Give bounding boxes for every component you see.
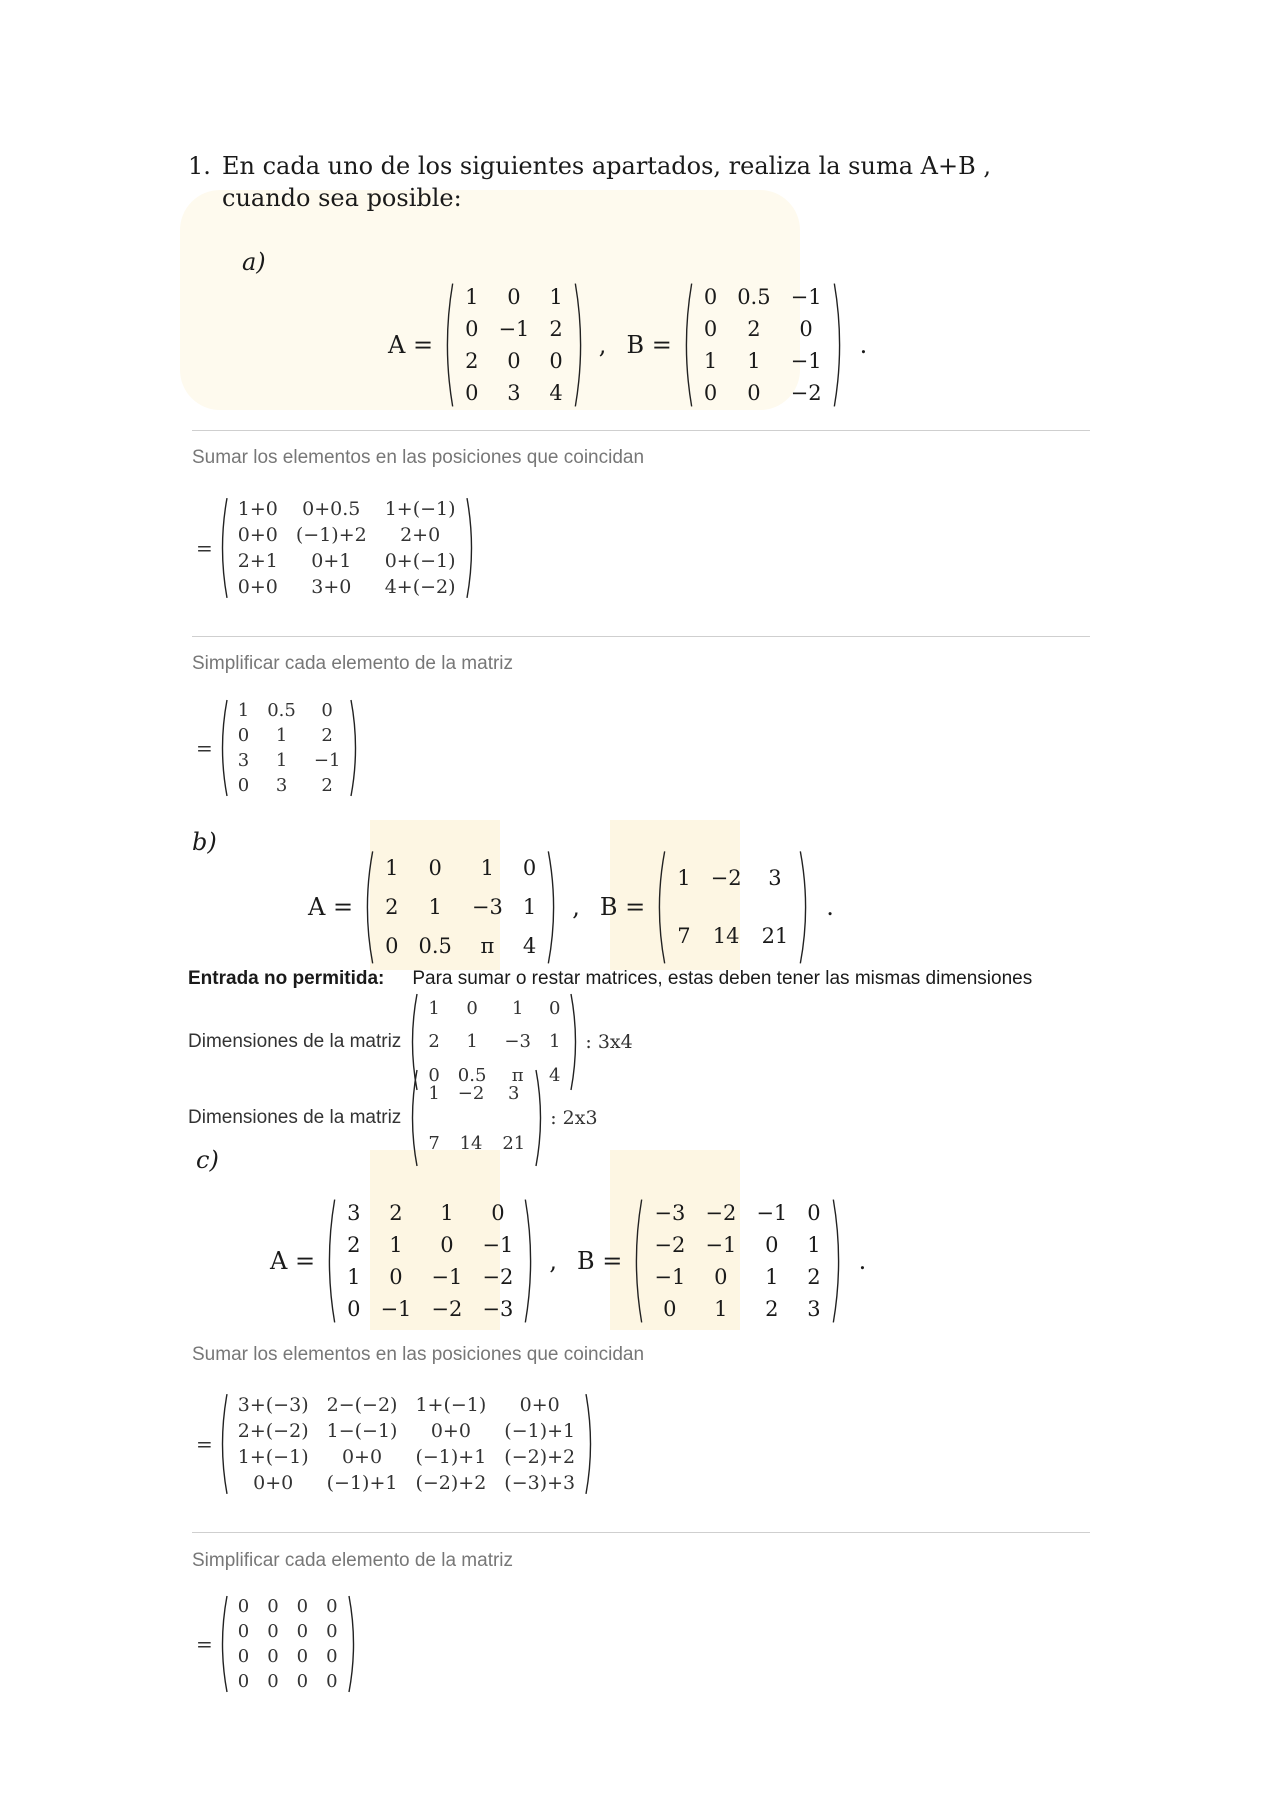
- matrix-row: [229, 522, 465, 548]
- matrix-cell: 2: [747, 317, 761, 341]
- matrix-cell: 0: [267, 1671, 279, 1692]
- left-paren: [653, 849, 667, 966]
- matrix-row: [375, 888, 546, 927]
- part-c-result: [192, 1590, 359, 1698]
- matrix-cell: 1: [385, 856, 399, 881]
- matrix-c-result: [217, 1594, 359, 1694]
- part-a-result: [192, 694, 361, 802]
- matrix-cell: 7: [428, 1132, 440, 1154]
- matrix-cell: 0: [389, 1265, 403, 1289]
- left-paren: [217, 698, 229, 798]
- matrix-row: [337, 1229, 523, 1261]
- matrix-cell: 0: [466, 998, 478, 1020]
- matrix-cell: 0+0: [237, 524, 278, 546]
- matrix-cell: 4: [549, 381, 563, 405]
- matrix-b: [653, 849, 812, 966]
- dimension-value-b: : 2x3: [550, 1107, 598, 1129]
- period: .: [826, 893, 834, 921]
- matrix-cell: (−2)+2: [504, 1446, 576, 1468]
- matrix-row: [229, 1644, 347, 1669]
- matrix-cell: −1: [705, 1233, 737, 1257]
- right-paren: [569, 992, 581, 1092]
- matrix-row: [694, 377, 832, 409]
- matrix-row: [455, 313, 573, 345]
- matrix-cell: −2: [790, 381, 822, 405]
- matrix-cell: 0+0: [430, 1420, 471, 1442]
- matrix-cell: 2: [807, 1265, 821, 1289]
- matrix-c-sum: [217, 1392, 596, 1496]
- matrix-cell: 0: [385, 933, 399, 958]
- matrix-cell: 2: [321, 725, 333, 746]
- matrix-table: [644, 1197, 830, 1325]
- matrix-cell: 1: [549, 285, 563, 309]
- matrix-cell: 0: [428, 856, 442, 881]
- matrix-cell: 0+0: [237, 576, 278, 598]
- matrix-a: [361, 849, 560, 966]
- matrix-cell: 1: [275, 725, 288, 746]
- left-paren: [441, 281, 455, 409]
- matrix-row: [644, 1229, 830, 1261]
- matrix-cell: 0: [326, 1621, 338, 1642]
- matrix-cell: 1+(−1): [415, 1394, 487, 1416]
- b-eq-label: B =: [599, 893, 646, 921]
- matrix-cell: 0: [237, 1596, 250, 1617]
- dimension-row-b: [188, 1082, 598, 1154]
- matrix-cell: 0: [714, 1265, 728, 1289]
- matrix-cell: −2: [710, 865, 742, 890]
- matrix-cell: 7: [677, 924, 691, 949]
- matrix-cell: 14: [459, 1132, 483, 1154]
- dimension-label: Dimensiones de la matriz: [188, 1031, 402, 1052]
- matrix-cell: 2: [321, 775, 333, 796]
- matrix-cell: −3: [482, 1297, 514, 1321]
- matrix-cell: 0: [296, 1646, 309, 1667]
- equals: =: [196, 1432, 213, 1456]
- matrix-table: [229, 698, 350, 798]
- matrix-cell: 0: [440, 1233, 454, 1257]
- matrix-cell: 0: [428, 1064, 440, 1086]
- matrix-cell: 0+(−1): [384, 550, 456, 572]
- period: .: [858, 1247, 867, 1275]
- matrix-row: [337, 1197, 523, 1229]
- matrix-row: [419, 1118, 534, 1168]
- comma: ,: [598, 331, 607, 359]
- matrix-cell: −1: [790, 285, 822, 309]
- matrix-row: [229, 1392, 584, 1418]
- matrix-cell: 0: [507, 285, 521, 309]
- matrix-cell: 1: [522, 894, 537, 919]
- matrix-cell: −2: [654, 1233, 686, 1257]
- matrix-a-result: [217, 698, 362, 798]
- matrix-cell: 1: [466, 1031, 478, 1053]
- matrix-row: [667, 907, 798, 965]
- matrix-cell: −2: [482, 1265, 514, 1289]
- matrix-cell: 1: [428, 1082, 440, 1104]
- matrix-cell: 1: [237, 700, 250, 721]
- part-b-equation: [300, 852, 842, 962]
- equals: =: [196, 1632, 213, 1656]
- matrix-row: [229, 496, 465, 522]
- matrix-b-dim: [407, 1068, 546, 1168]
- matrix-row: [229, 698, 350, 723]
- matrix-cell: 0+0: [519, 1394, 560, 1416]
- part-c-label: c): [196, 1146, 219, 1174]
- a-eq-label: A =: [270, 1247, 316, 1275]
- left-paren: [217, 1392, 229, 1496]
- right-paren: [832, 281, 846, 409]
- step-sum-label: Sumar los elementos en las posiciones que coincidan: [192, 447, 645, 468]
- matrix-cell: 0.5: [457, 1064, 487, 1086]
- matrix-cell: 4: [522, 933, 537, 958]
- divider: [192, 636, 1090, 637]
- matrix-cell: 3: [275, 775, 288, 796]
- matrix-cell: 2+1: [237, 550, 278, 572]
- matrix-cell: 4: [548, 1064, 561, 1086]
- part-a-label: a): [242, 248, 266, 276]
- matrix-cell: 0: [326, 1671, 338, 1692]
- matrix-cell: 0: [296, 1621, 309, 1642]
- matrix-cell: 1: [440, 1201, 454, 1225]
- matrix-cell: 1: [389, 1233, 403, 1257]
- matrix-table: [667, 849, 798, 966]
- comma: ,: [549, 1247, 557, 1275]
- step-simplify-label: Simplificar cada elemento de la matriz: [192, 1550, 514, 1571]
- matrix-row: [229, 1418, 584, 1444]
- part-a-sum: [192, 486, 477, 610]
- matrix-cell: (−1)+1: [326, 1472, 398, 1494]
- matrix-a-sum: [217, 496, 477, 600]
- matrix-cell: 1+0: [237, 498, 278, 520]
- matrix-cell: −1: [482, 1233, 514, 1257]
- right-paren: [798, 849, 812, 966]
- matrix-cell: 1: [428, 998, 440, 1020]
- matrix-row: [229, 748, 350, 773]
- matrix-table: [229, 1392, 584, 1496]
- left-paren: [680, 281, 694, 409]
- matrix-cell: 0: [237, 775, 250, 796]
- equals: =: [196, 736, 213, 760]
- period: .: [859, 331, 868, 359]
- matrix-row: [229, 1619, 347, 1644]
- equals: =: [196, 536, 213, 560]
- error-message: [188, 968, 1032, 990]
- left-paren: [217, 496, 229, 600]
- matrix-table: [337, 1197, 523, 1325]
- matrix-cell: 0: [267, 1596, 279, 1617]
- matrix-cell: 1: [703, 349, 718, 373]
- matrix-cell: 3: [237, 750, 250, 771]
- matrix-row: [337, 1261, 523, 1293]
- matrix-cell: 0.5: [737, 285, 771, 309]
- matrix-cell: 0: [296, 1671, 309, 1692]
- part-c-sum: [192, 1382, 596, 1506]
- matrix-table: [419, 1068, 534, 1168]
- matrix-cell: 0+0.5: [302, 498, 361, 520]
- matrix-cell: 4+(−2): [384, 576, 456, 598]
- matrix-row: [644, 1293, 830, 1325]
- matrix-cell: 3: [507, 381, 521, 405]
- matrix-cell: −1: [790, 349, 822, 373]
- matrix-cell: 2+0: [400, 524, 441, 546]
- comma: ,: [572, 893, 580, 921]
- matrix-cell: 0+0: [253, 1472, 294, 1494]
- matrix-cell: 2−(−2): [326, 1394, 398, 1416]
- matrix-cell: 3+(−3): [237, 1394, 309, 1416]
- matrix-row: [455, 345, 573, 377]
- matrix-cell: 2: [428, 1031, 440, 1053]
- matrix-cell: 1: [548, 1031, 561, 1053]
- matrix-cell: (−1)+2: [295, 524, 367, 546]
- step-sum-label: Sumar los elementos en las posiciones que coincidan: [192, 1344, 645, 1365]
- matrix-a: [323, 1197, 537, 1325]
- matrix-row: [455, 377, 573, 409]
- matrix-cell: 1: [511, 998, 524, 1020]
- matrix-cell: 2: [389, 1201, 403, 1225]
- matrix-cell: 3: [508, 1082, 520, 1104]
- matrix-cell: −2: [431, 1297, 463, 1321]
- matrix-cell: 0: [765, 1233, 779, 1257]
- matrix-cell: (−1)+1: [415, 1446, 487, 1468]
- matrix-table: [229, 1594, 347, 1694]
- b-eq-label: B =: [577, 1247, 623, 1275]
- matrix-row: [375, 926, 546, 965]
- matrix-cell: 0: [663, 1297, 677, 1321]
- step-simplify-label: Simplificar cada elemento de la matriz: [192, 653, 514, 674]
- matrix-cell: 0: [549, 349, 563, 373]
- matrix-cell: 14: [712, 924, 740, 949]
- matrix-cell: 0: [807, 1201, 821, 1225]
- right-paren: [534, 1068, 546, 1168]
- matrix-cell: π: [480, 933, 495, 958]
- matrix-cell: 0: [522, 856, 537, 881]
- matrix-cell: 0: [237, 1646, 250, 1667]
- matrix-cell: 0: [507, 349, 521, 373]
- matrix-row: [644, 1197, 830, 1229]
- matrix-cell: −2: [457, 1082, 485, 1104]
- matrix-cell: −1: [380, 1297, 412, 1321]
- matrix-cell: 21: [502, 1132, 526, 1154]
- matrix-cell: (−2)+2: [415, 1472, 487, 1494]
- matrix-row: [229, 773, 350, 798]
- matrix-row: [644, 1261, 830, 1293]
- matrix-cell: (−1)+1: [504, 1420, 576, 1442]
- right-paren: [573, 281, 587, 409]
- matrix-cell: 0: [237, 725, 250, 746]
- matrix-b: [680, 281, 846, 409]
- matrix-cell: 2: [765, 1297, 779, 1321]
- matrix-row: [694, 345, 832, 377]
- matrix-cell: 1−(−1): [326, 1420, 398, 1442]
- matrix-table: [455, 281, 573, 409]
- matrix-cell: 1: [428, 894, 442, 919]
- matrix-row: [229, 1594, 347, 1619]
- matrix-cell: 0: [491, 1201, 505, 1225]
- a-eq-label: A =: [308, 893, 354, 921]
- divider: [192, 430, 1090, 431]
- matrix-cell: −2: [705, 1201, 737, 1225]
- matrix-row: [419, 1025, 569, 1058]
- right-paren: [465, 496, 477, 600]
- matrix-cell: −1: [498, 317, 530, 341]
- question-text: En cada uno de los siguientes apartados, realiza la suma A+B , cuando sea posible:: [222, 152, 991, 212]
- matrix-cell: 0: [321, 700, 333, 721]
- dimension-label: Dimensiones de la matriz: [188, 1107, 402, 1128]
- matrix-cell: 0: [465, 317, 479, 341]
- matrix-cell: 0: [237, 1621, 250, 1642]
- matrix-cell: 0: [237, 1671, 250, 1692]
- a-eq-label: A =: [388, 331, 434, 359]
- matrix-cell: 2+(−2): [237, 1420, 309, 1442]
- matrix-row: [455, 281, 573, 313]
- matrix-cell: 0: [326, 1646, 338, 1667]
- matrix-table: [229, 496, 465, 600]
- matrix-cell: 2: [347, 1233, 361, 1257]
- part-b-label: b): [192, 828, 217, 856]
- matrix-cell: 0+1: [311, 550, 352, 572]
- matrix-cell: 0: [703, 317, 718, 341]
- error-title: Entrada no permitida:: [188, 968, 385, 989]
- matrix-cell: (−3)+3: [504, 1472, 576, 1494]
- matrix-cell: 0: [296, 1596, 309, 1617]
- matrix-cell: 0: [747, 381, 761, 405]
- matrix-cell: −1: [654, 1265, 686, 1289]
- matrix-cell: 2: [385, 894, 399, 919]
- matrix-cell: 1: [480, 856, 495, 881]
- matrix-row: [337, 1293, 523, 1325]
- matrix-row: [419, 992, 569, 1025]
- matrix-cell: −3: [504, 1031, 531, 1053]
- matrix-cell: 1: [807, 1233, 821, 1257]
- right-paren: [347, 1594, 359, 1694]
- matrix-cell: 1: [465, 285, 479, 309]
- matrix-cell: 3: [768, 865, 782, 890]
- right-paren: [831, 1197, 845, 1325]
- matrix-cell: 0: [703, 381, 718, 405]
- right-paren: [546, 849, 560, 966]
- matrix-table: [694, 281, 832, 409]
- matrix-row: [694, 281, 832, 313]
- matrix-row: [375, 849, 546, 888]
- matrix-cell: 1: [347, 1265, 361, 1289]
- matrix-row: [229, 1444, 584, 1470]
- matrix-cell: 1+(−1): [384, 498, 456, 520]
- matrix-cell: 0: [326, 1596, 338, 1617]
- matrix-cell: 1: [275, 750, 288, 771]
- left-paren: [407, 1068, 419, 1168]
- matrix-cell: 0+0: [341, 1446, 383, 1468]
- matrix-cell: 3: [807, 1297, 821, 1321]
- matrix-row: [694, 313, 832, 345]
- matrix-row: [667, 849, 798, 907]
- matrix-cell: 0: [799, 317, 813, 341]
- matrix-cell: 0: [267, 1646, 279, 1667]
- matrix-cell: 3: [347, 1201, 361, 1225]
- right-paren: [523, 1197, 537, 1325]
- matrix-cell: −3: [654, 1201, 686, 1225]
- matrix-cell: 0: [267, 1621, 279, 1642]
- matrix-cell: −1: [756, 1201, 788, 1225]
- matrix-cell: 2: [465, 349, 479, 373]
- matrix-cell: 0: [548, 998, 561, 1020]
- matrix-row: [229, 548, 465, 574]
- error-text: Para sumar o restar matrices, estas deben tener las mismas dimensiones: [412, 968, 1033, 989]
- matrix-cell: 2: [549, 317, 563, 341]
- matrix-row: [229, 1669, 347, 1694]
- part-c-equation: [262, 1196, 874, 1326]
- matrix-cell: π: [511, 1064, 524, 1086]
- matrix-cell: −1: [431, 1265, 463, 1289]
- matrix-row: [229, 574, 465, 600]
- matrix-a: [441, 281, 587, 409]
- matrix-cell: 1: [765, 1265, 779, 1289]
- divider: [192, 1532, 1090, 1533]
- matrix-row: [419, 1068, 534, 1118]
- matrix-b: [630, 1197, 844, 1325]
- matrix-cell: 1+(−1): [237, 1446, 309, 1468]
- matrix-row: [229, 723, 350, 748]
- matrix-row: [229, 1470, 584, 1496]
- dimension-value-a: : 3x4: [585, 1031, 633, 1053]
- matrix-cell: 0: [465, 381, 479, 405]
- matrix-cell: 0.5: [267, 700, 296, 721]
- matrix-cell: 1: [677, 865, 691, 890]
- matrix-cell: 0.5: [418, 933, 452, 958]
- left-paren: [361, 849, 375, 966]
- matrix-cell: 21: [761, 924, 789, 949]
- part-a-equation: [380, 280, 875, 410]
- matrix-cell: 1: [714, 1297, 728, 1321]
- matrix-cell: 0: [703, 285, 718, 309]
- left-paren: [217, 1594, 229, 1694]
- b-eq-label: B =: [626, 331, 672, 359]
- matrix-cell: −1: [313, 750, 341, 771]
- left-paren: [323, 1197, 337, 1325]
- matrix-table: [375, 849, 546, 966]
- left-paren: [630, 1197, 644, 1325]
- matrix-cell: −3: [471, 894, 503, 919]
- question-number: 1.: [188, 152, 211, 180]
- matrix-cell: 1: [747, 349, 761, 373]
- matrix-cell: 3+0: [311, 576, 352, 598]
- matrix-cell: 0: [347, 1297, 361, 1321]
- right-paren: [349, 698, 361, 798]
- right-paren: [584, 1392, 596, 1496]
